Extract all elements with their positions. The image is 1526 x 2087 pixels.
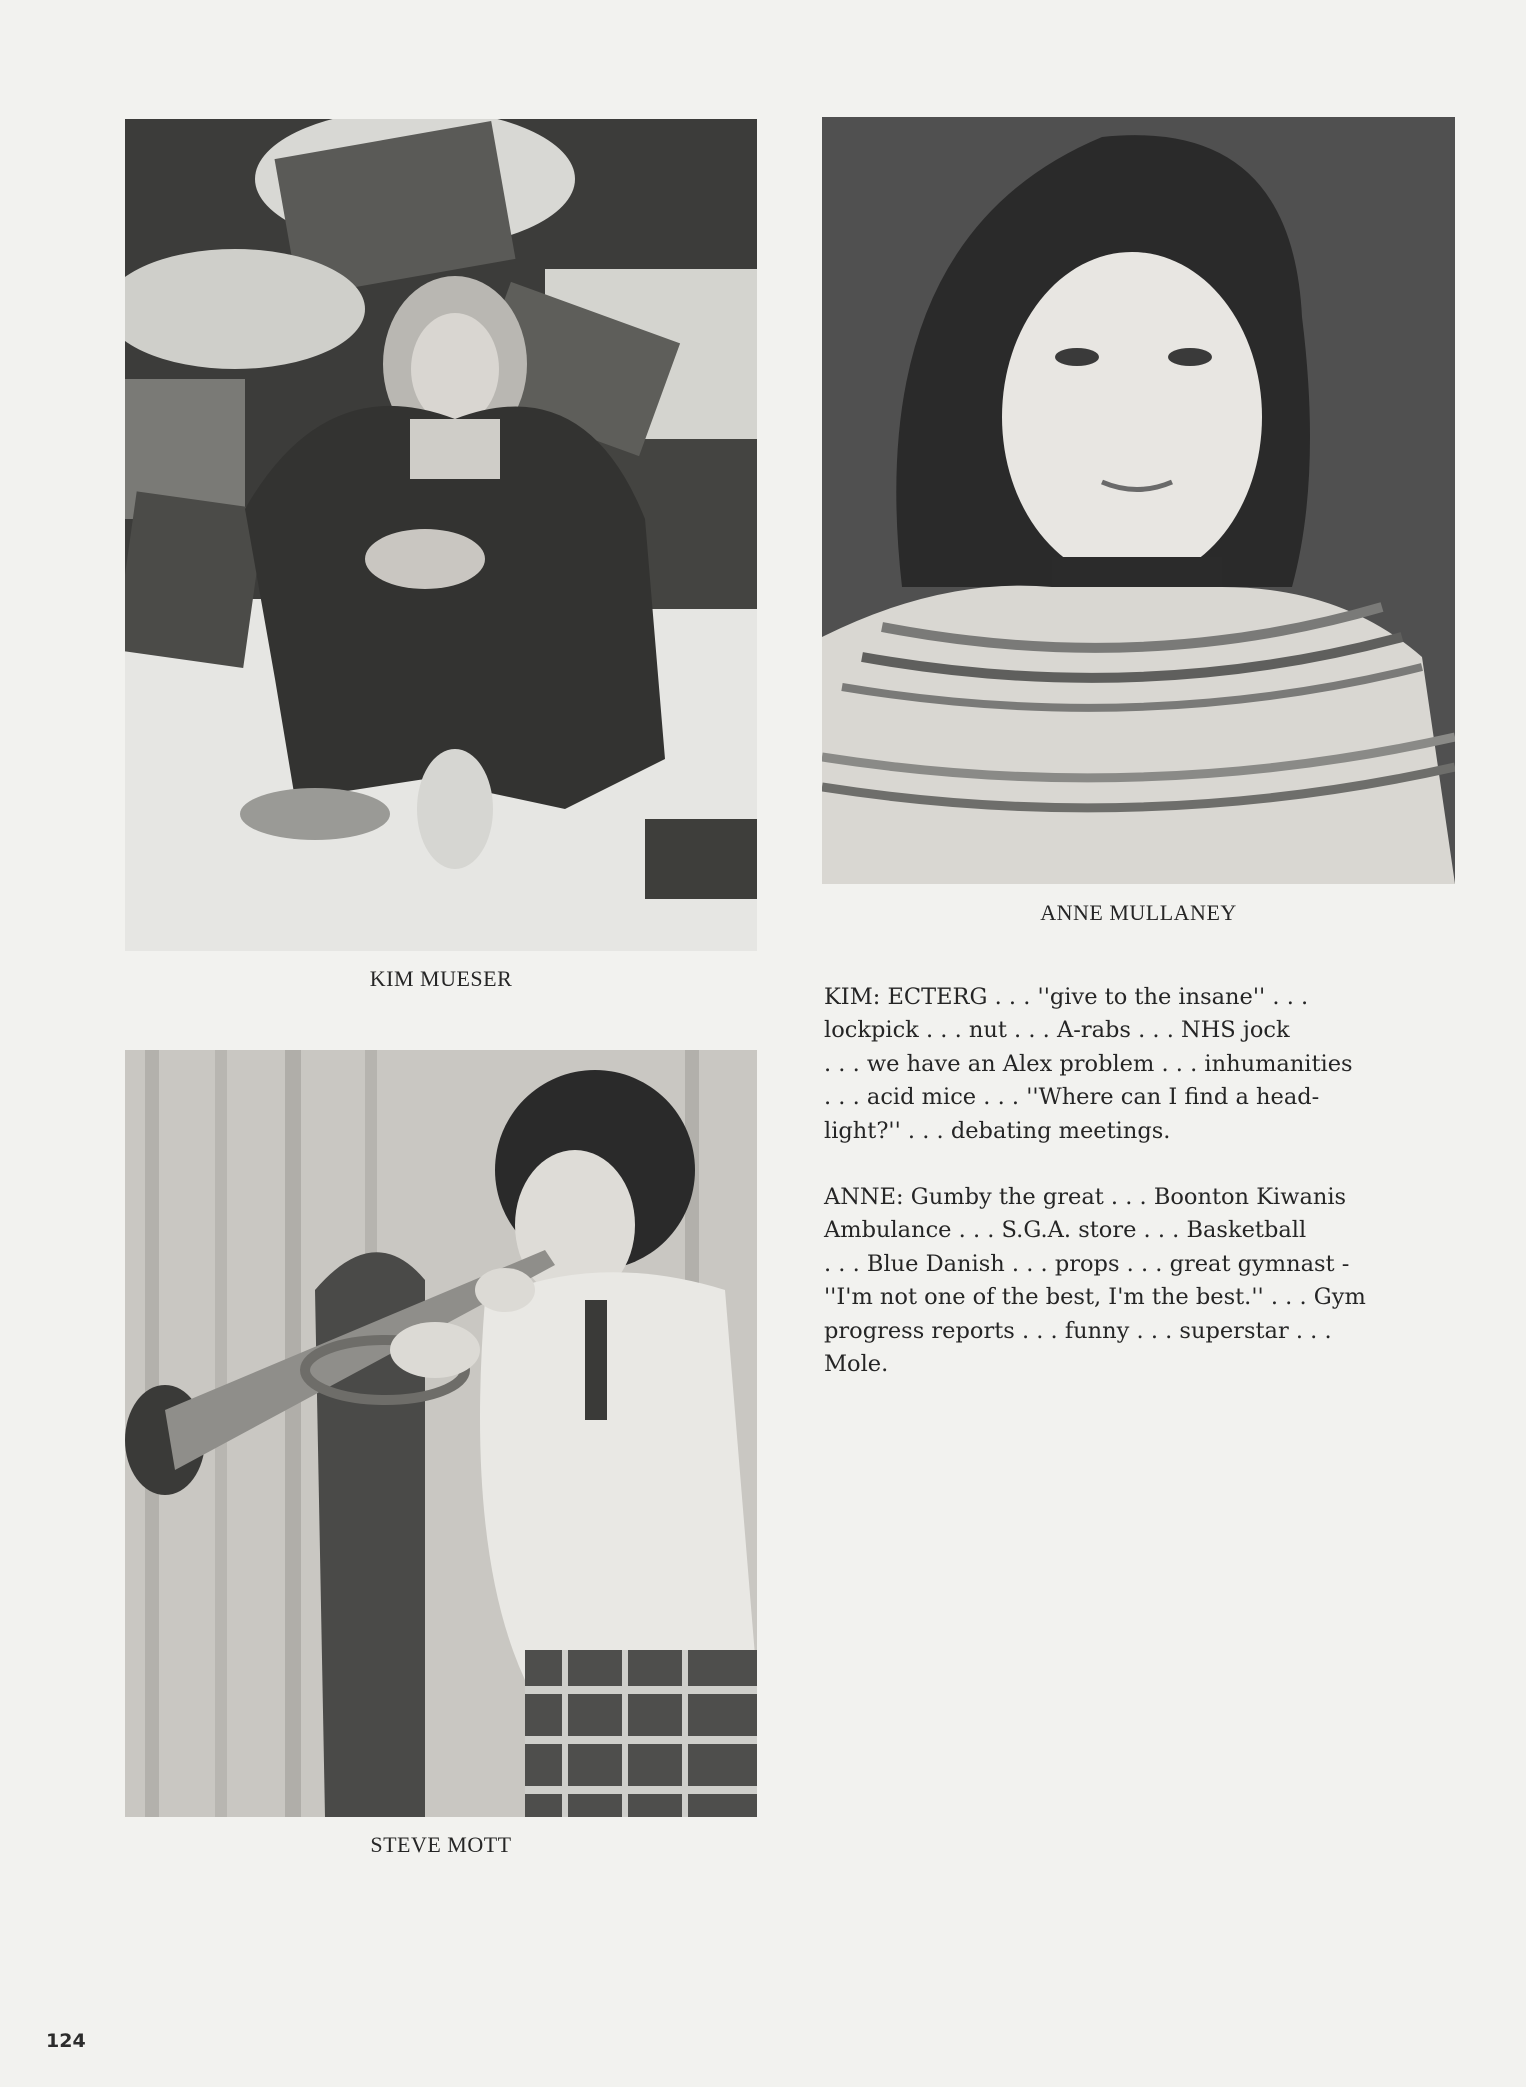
page-number: 124 (46, 2030, 86, 2052)
anne-mullaney-caption: ANNE MULLANEY (1040, 900, 1237, 925)
kim-mueser-caption: KIM MUESER (369, 966, 513, 991)
kim-bio-text: KIM: ECTERG . . . ''give to the insane'' . . . lockpick . . . nut . . . A-rabs . . . NHS jock . . . we have an Alex problem . . . inhumanities . . . acid mice . . . ''Where can I find a head- light?'' . . . debating meetings. (824, 984, 1353, 1144)
trumpet-player-scene-icon (125, 1050, 757, 1817)
anne-bio-text: ANNE: Gumby the great . . . Boonton Kiwanis Ambulance . . . S.G.A. store . . . Basketball . . . Blue Danish . . . props . . . great gymnast - ''I'm not one of the best, I'm the best.'' . . . Gym progress reports . . . funny . . . superstar . . . Mole. (824, 1184, 1366, 1378)
studio-portrait-scene-icon (822, 117, 1455, 884)
snow-logs-scene-icon (125, 119, 757, 951)
steve-mott-caption: STEVE MOTT (370, 1832, 512, 1857)
kim-mueser-photo (125, 119, 757, 951)
steve-mott-photo (125, 1050, 757, 1817)
anne-mullaney-photo (822, 117, 1455, 884)
